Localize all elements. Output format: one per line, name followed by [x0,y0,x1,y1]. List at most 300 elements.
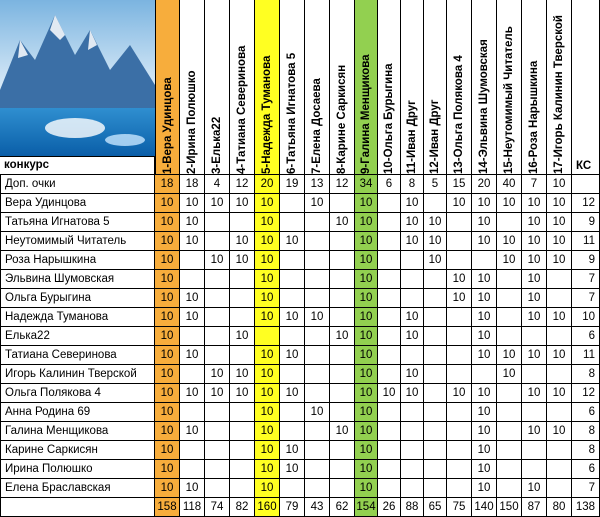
table-cell: 18 [180,175,205,194]
table-cell: 10 [330,422,355,441]
total-cell: 150 [497,498,522,517]
table-cell: 10 [180,422,205,441]
table-cell [424,403,447,422]
table-cell [205,460,230,479]
table-cell: 10 [180,289,205,308]
table-cell: 10 [472,346,497,365]
column-header-label: 9-Галина Менщикова [359,54,372,174]
row-name: Вера Удинцова [0,194,155,213]
table-cell [424,422,447,441]
table-cell: 10 [472,479,497,498]
row-name: Галина Менщикова [0,422,155,441]
table-cell [280,365,305,384]
table-cell [330,346,355,365]
table-cell: 10 [355,213,378,232]
table-cell: 10 [355,422,378,441]
table-cell: 12 [330,175,355,194]
total-cell: 74 [205,498,230,517]
table-cell [180,403,205,422]
ks-cell: 12 [572,194,600,213]
table-cell [424,194,447,213]
table-cell: 10 [330,327,355,346]
column-header [547,0,572,175]
table-cell: 10 [155,194,180,213]
table-cell [280,213,305,232]
table-cell [255,327,280,346]
table-cell [330,270,355,289]
table-cell: 10 [547,251,572,270]
table-cell [497,441,522,460]
ks-cell: 6 [572,403,600,422]
table-cell [401,403,424,422]
table-cell: 10 [180,308,205,327]
row-name: Надежда Туманова [0,308,155,327]
table-cell: 10 [401,213,424,232]
table-cell [305,251,330,270]
column-header-label: 8-Карине Саркисян [335,64,348,174]
table-cell [280,289,305,308]
table-cell: 10 [330,213,355,232]
table-cell: 10 [522,479,547,498]
ks-cell: 8 [572,422,600,441]
table-cell [205,232,230,251]
column-header-label: 6-Татьяна Игнатова 5 [285,52,298,174]
table-cell: 10 [472,308,497,327]
table-cell [230,403,255,422]
table-cell [424,327,447,346]
table-cell: 10 [155,460,180,479]
row-name: Татиана Северинова [0,346,155,365]
table-cell: 10 [305,194,330,213]
column-header-label: 3-Елька22 [210,116,223,174]
table-cell [472,251,497,270]
table-cell [547,441,572,460]
table-cell [205,441,230,460]
header-label: конкурс [0,156,155,175]
table-cell: 10 [401,384,424,403]
table-cell [522,365,547,384]
table-cell: 10 [230,384,255,403]
table-cell: 10 [355,403,378,422]
column-header [497,0,522,175]
column-header [330,0,355,175]
table-cell: 5 [424,175,447,194]
table-cell [205,270,230,289]
table-cell: 10 [522,289,547,308]
table-cell: 10 [472,384,497,403]
row-name: Татьяна Игнатова 5 [0,213,155,232]
row-name: Эльвина Шумовская [0,270,155,289]
table-cell: 10 [497,365,522,384]
table-cell [330,441,355,460]
table-cell [330,460,355,479]
table-cell [497,422,522,441]
table-cell: 10 [401,232,424,251]
table-cell: 10 [522,194,547,213]
row-name: Елька22 [0,327,155,346]
table-cell: 10 [155,384,180,403]
ks-cell: 7 [572,289,600,308]
column-header [472,0,497,175]
table-cell: 10 [155,441,180,460]
table-cell: 10 [355,270,378,289]
ks-cell: 11 [572,232,600,251]
table-cell: 10 [447,194,472,213]
table-cell [180,327,205,346]
column-header-label: 14-Эльвина Шумовская [477,39,490,174]
table-cell [424,479,447,498]
table-cell [230,308,255,327]
table-cell [401,346,424,365]
table-cell: 10 [378,384,401,403]
ks-cell: 8 [572,441,600,460]
table-cell [280,194,305,213]
table-cell [547,479,572,498]
table-cell [522,441,547,460]
table-cell [497,270,522,289]
table-cell [230,270,255,289]
table-cell [205,213,230,232]
table-cell: 10 [472,327,497,346]
table-cell [497,479,522,498]
table-cell [205,479,230,498]
table-cell [424,270,447,289]
table-cell [522,460,547,479]
column-header [424,0,447,175]
table-cell [378,441,401,460]
table-cell: 10 [230,365,255,384]
table-cell [180,460,205,479]
ks-cell: 6 [572,327,600,346]
table-cell [378,289,401,308]
table-cell [305,289,330,308]
table-cell: 10 [305,403,330,422]
table-cell: 10 [522,346,547,365]
table-cell: 10 [255,308,280,327]
table-cell [280,479,305,498]
table-cell: 10 [355,479,378,498]
table-cell: 10 [355,289,378,308]
table-cell [447,346,472,365]
table-cell: 8 [401,175,424,194]
table-cell: 10 [255,365,280,384]
table-cell [280,422,305,441]
table-cell [205,327,230,346]
table-cell [180,270,205,289]
table-cell [497,308,522,327]
table-cell: 10 [472,289,497,308]
table-cell: 10 [472,460,497,479]
table-cell: 10 [230,232,255,251]
table-cell: 10 [522,251,547,270]
table-cell: 10 [155,479,180,498]
table-cell [305,384,330,403]
total-ks-cell: 138 [572,498,600,517]
table-cell: 10 [355,308,378,327]
table-cell: 10 [255,441,280,460]
row-name: Роза Нарышкина [0,251,155,270]
table-cell [522,327,547,346]
ks-cell: 9 [572,251,600,270]
row-name: Карине Саркисян [0,441,155,460]
table-cell [401,479,424,498]
table-cell: 10 [255,384,280,403]
ks-cell: 12 [572,384,600,403]
table-cell [330,251,355,270]
table-cell: 10 [155,289,180,308]
total-cell: 79 [280,498,305,517]
table-cell [547,289,572,308]
table-cell [330,479,355,498]
row-name: Неутомимый Читатель [0,232,155,251]
column-header-label: 12-Иван Друг [428,99,441,174]
table-cell [522,403,547,422]
total-cell: 62 [330,498,355,517]
table-cell [447,441,472,460]
table-cell: 10 [355,194,378,213]
table-cell: 4 [205,175,230,194]
table-cell: 10 [230,194,255,213]
column-header-label: 1-Вера Удинцова [161,77,174,174]
table-cell [378,403,401,422]
table-cell: 10 [180,232,205,251]
table-cell: 10 [472,441,497,460]
column-header [280,0,305,175]
table-cell [305,460,330,479]
table-cell [378,422,401,441]
column-header [230,0,255,175]
table-cell: 10 [280,441,305,460]
row-name: Анна Родина 69 [0,403,155,422]
table-cell: 10 [255,213,280,232]
table-cell [230,289,255,308]
table-cell [205,403,230,422]
table-cell [330,365,355,384]
ks-cell: 7 [572,479,600,498]
table-cell: 10 [355,327,378,346]
table-cell [447,308,472,327]
table-cell: 10 [355,232,378,251]
table-cell: 10 [401,327,424,346]
table-cell: 10 [522,308,547,327]
table-cell [497,403,522,422]
table-cell [497,460,522,479]
table-cell [497,213,522,232]
table-cell: 10 [155,422,180,441]
row-name: Игорь Калинин Тверской [0,365,155,384]
table-cell: 10 [280,460,305,479]
table-cell: 10 [280,346,305,365]
ks-cell [572,175,600,194]
table-cell [378,365,401,384]
table-cell: 10 [522,232,547,251]
table-cell: 10 [472,403,497,422]
table-cell [280,251,305,270]
table-cell [305,232,330,251]
table-cell: 10 [522,213,547,232]
table-cell [205,422,230,441]
table-cell [401,441,424,460]
table-cell [180,441,205,460]
table-cell: 10 [205,384,230,403]
table-cell: 10 [205,365,230,384]
total-cell: 154 [355,498,378,517]
table-cell: 10 [472,213,497,232]
table-cell: 10 [180,479,205,498]
column-header [180,0,205,175]
table-cell: 18 [155,175,180,194]
column-header-label: 11-Иван Друг [405,100,418,174]
table-cell [401,270,424,289]
row-name: Ольга Полякова 4 [0,384,155,403]
column-header [305,0,330,175]
table-cell [280,270,305,289]
table-cell [472,365,497,384]
table-cell: 10 [255,289,280,308]
table-cell: 10 [424,251,447,270]
table-cell: 13 [305,175,330,194]
table-cell [424,346,447,365]
table-cell: 10 [447,289,472,308]
table-cell: 10 [155,270,180,289]
table-cell: 10 [280,384,305,403]
total-cell: 160 [255,498,280,517]
column-header-label: 16-Роза Нарышкина [527,60,540,174]
table-cell [230,460,255,479]
table-cell [424,441,447,460]
table-cell [330,289,355,308]
table-cell [230,479,255,498]
table-cell: 10 [255,251,280,270]
table-cell: 20 [472,175,497,194]
table-cell [378,327,401,346]
table-cell [205,308,230,327]
table-cell: 10 [155,251,180,270]
table-cell [330,403,355,422]
table-cell [378,308,401,327]
table-cell: 10 [155,232,180,251]
column-header [522,0,547,175]
table-cell [230,213,255,232]
table-cell: 10 [472,270,497,289]
table-cell [378,213,401,232]
table-cell [230,441,255,460]
table-cell: 10 [255,270,280,289]
table-cell: 10 [255,403,280,422]
table-cell [447,479,472,498]
table-cell: 10 [180,194,205,213]
total-cell: 26 [378,498,401,517]
table-cell: 10 [355,441,378,460]
table-cell: 10 [497,251,522,270]
table-cell: 10 [155,308,180,327]
table-cell: 10 [447,384,472,403]
row-name: Ольга Бурыгина [0,289,155,308]
total-cell: 65 [424,498,447,517]
table-cell [424,308,447,327]
table-cell [305,213,330,232]
table-cell: 10 [401,365,424,384]
table-cell: 10 [547,422,572,441]
column-header-label: 5-Надежда Туманова [260,55,273,174]
table-cell: 19 [280,175,305,194]
column-header-label: 2-Ирина Полюшко [185,70,198,174]
table-cell: 10 [155,365,180,384]
table-cell [330,194,355,213]
table-cell: 10 [155,327,180,346]
table-cell: 10 [180,384,205,403]
table-cell [547,460,572,479]
totals-label [0,498,155,517]
table-cell: 15 [447,175,472,194]
table-cell: 10 [255,460,280,479]
table-cell: 10 [472,232,497,251]
table-cell: 10 [547,194,572,213]
table-cell: 10 [355,365,378,384]
table-cell: 10 [401,194,424,213]
table-cell: 10 [230,327,255,346]
table-cell: 10 [547,384,572,403]
column-header [255,0,280,175]
row-name: Елена Браславская [0,479,155,498]
table-cell: 10 [355,251,378,270]
column-header [155,0,180,175]
table-cell [424,384,447,403]
column-header-label: 10-Ольга Бурыгина [382,63,395,174]
table-cell [447,232,472,251]
table-cell [547,403,572,422]
table-cell [497,384,522,403]
table-cell [401,422,424,441]
ks-cell: 6 [572,460,600,479]
table-cell [401,289,424,308]
column-header-label: 17-Игорь Калинин Тверской [552,15,565,174]
table-cell [378,194,401,213]
table-cell: 10 [522,422,547,441]
table-cell [305,479,330,498]
table-cell: 10 [205,194,230,213]
table-cell [205,289,230,308]
total-cell: 87 [522,498,547,517]
table-cell [447,422,472,441]
table-cell [378,251,401,270]
table-cell [424,365,447,384]
table-cell: 10 [497,194,522,213]
table-cell [305,270,330,289]
table-cell: 10 [547,175,572,194]
table-cell [230,422,255,441]
table-cell [280,327,305,346]
table-cell: 34 [355,175,378,194]
table-cell: 40 [497,175,522,194]
ks-cell: 7 [572,270,600,289]
column-header-label: 7-Елена Досаева [310,78,323,174]
total-cell: 118 [180,498,205,517]
table-cell: 10 [280,232,305,251]
table-cell [447,403,472,422]
column-header [205,0,230,175]
table-cell [547,327,572,346]
table-cell: 10 [355,346,378,365]
column-header-label: 13-Ольга Полякова 4 [452,55,465,174]
table-cell [378,346,401,365]
table-cell: 12 [230,175,255,194]
table-cell [447,365,472,384]
table-cell [180,251,205,270]
mountain-lake-image [0,0,155,156]
ks-cell: 10 [572,308,600,327]
table-cell: 10 [230,251,255,270]
